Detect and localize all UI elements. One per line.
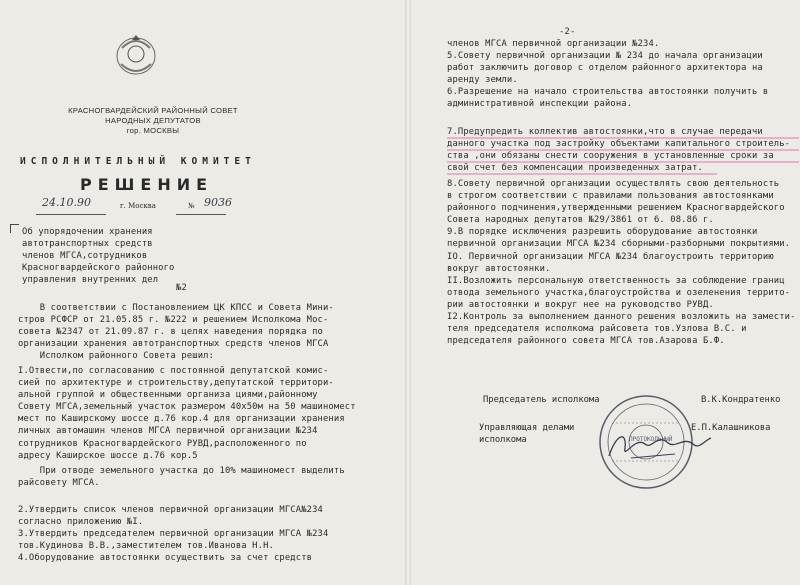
items-2-4: 2.Утвердить список членов первичной организации МГСА№234 согласно приложению №I. 3.Утвердить председателем первичной организации МГСА №234 тов.Кудинова В.В.,заместителем тов.Иванова Н.Н. 4.Оборудование автостоянки осуществить за счет средств — [18, 505, 329, 564]
decision-title: РЕШЕНИЕ — [80, 175, 214, 194]
items-4-6: членов МГСА первичной организации №234. 5.Совету первичной организации № 234 до начала организации работ заключить договор с отделом районного архитектора на аренду земли. 6.Разрешение на начало строительства автостоянки получить в административной инспекции района. — [447, 39, 769, 110]
date-underline — [36, 214, 106, 215]
org-line: гор. МОСКВЫ — [126, 126, 180, 135]
printed-city: г. Москва — [120, 202, 156, 210]
issuing-authority — [48, 106, 258, 136]
state-emblem-icon — [112, 34, 160, 78]
item-1: I.Отвести,по согласованию с постоянной депутатской комис- сией по архитектуре и строительству,депутатской территори- альной группой и общественными организа циями,районному Совету МГСА,земельный участок размером 40х50м на 50 машиномест мест по Каширскому шоссе д.76 кор.4 для организации хранения личных автомашин членов МГСА первичной организации №234 сотрудников Красногвардейского РУВД,расположенного по адресу Каширское шоссе д.76 кор.5 — [18, 366, 356, 461]
item-1-note: При отводе земельного участка до 10% машиномест выделить райсовету МГСА. — [18, 466, 345, 489]
signature-icon — [605, 428, 715, 464]
subject-bracket — [10, 224, 19, 233]
stamp-label: ПРОТОКОЛЬНЫЙ — [629, 436, 673, 443]
preamble: В соответствии с Постановлением ЦК КПСС и Совета Мини- стров РСФСР от 21.05.85 г. №222 и решением Исполкома Мос- совета №2347 от 21.09.87 г. в целях наведения порядка по организации хранения автотранспортных средств членов МГСА Исполком районного Совета решил: — [18, 303, 334, 362]
org-line: КРАСНОГВАРДЕЙСКИЙ РАЙОННЫЙ СОВЕТ — [68, 106, 238, 115]
chair-name: В.К.Кондратенко — [701, 395, 781, 405]
number-sign: № — [188, 202, 195, 210]
handwritten-date: 24.10.90 — [42, 196, 91, 209]
manager-name: Е.П.Калашникова — [691, 423, 771, 433]
item-7: 7.Предупредить коллектив автостоянки,что в случае передачи данного участка под застройку объектами капитального строитель- ства ,они обязаны снести сооружения в установленные сроки за свой счет без компенсации произведенных затрат. — [447, 127, 791, 174]
manager-title: Управляющая делами исполкома — [479, 423, 575, 445]
right-page — [411, 0, 800, 585]
items-8-12: 8.Совету первичной организации осуществлять свою деятельность в строгом соответствии с правилами пользования автостоянками районного подчинения,утвержденными решением Красногвардейского Совета народных депутатов №29/3861 от 6. 08.86 г. 9.В порядке исключения разрешить оборудование автостоянки первичной организации МГСА №234 сборными-разборными покрытиями. IO. Первичной организации МГСА №234 благоустроить территорию вокруг автостоянки. II.Возложить персональную ответственность за соблюдение границ отвода земельного участка,благоустройства и озеленения террито- рии автостоянки и вокруг нее на руководство РУВД. I2.Контроль за выполнением данного решения возложить на замести- теля председателя исполкома райсовета тов.Узлова В.С. и председателя районного совета МГСА тов.Азарова Б.Ф. — [447, 179, 796, 347]
page-number: -2- — [559, 27, 576, 37]
handwritten-number: 9036 — [204, 196, 232, 209]
chair-title: Председатель исполкома — [483, 395, 600, 405]
committee-heading: ИСПОЛНИТЕЛЬНЫЙ КОМИТЕТ — [20, 156, 256, 167]
subject-block: Об упорядочении хранения автотранспортных средств членов МГСА,сотрудников Красногвардейского районного управления внутренних дел — [22, 227, 175, 286]
subject-tail: №2 — [176, 283, 187, 293]
org-line: НАРОДНЫХ ДЕПУТАТОВ — [105, 116, 201, 125]
number-underline — [176, 214, 226, 215]
